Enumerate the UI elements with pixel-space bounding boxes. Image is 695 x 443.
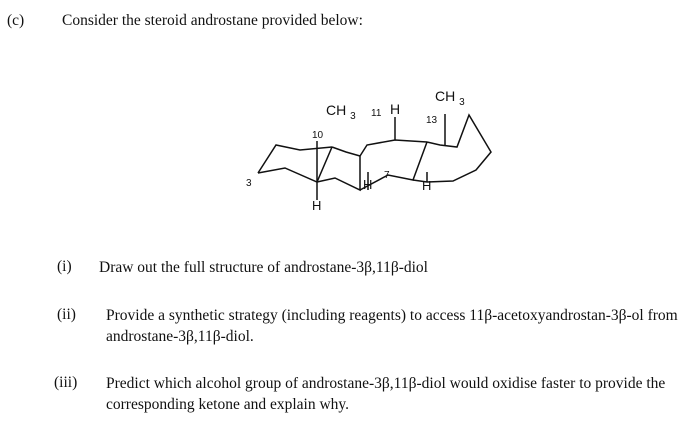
ch3-top-right-label: CH $_3$ [435,88,465,108]
ring-skeleton [258,114,491,200]
h-c5-label: H [312,198,322,213]
num-7-label: 7 [384,170,390,181]
ring-b-bottom-bonds [317,156,360,190]
intro-text: Consider the steroid androstane provided below: [62,12,363,29]
question-2-text: Provide a synthetic strategy (including reagents) to access 11β-acetoxyandrostan-3β-ol from androstane-3β,11β-diol. [106,307,678,345]
num-11-label: 11 [371,108,382,119]
question-3-text: Predict which alcohol group of androstane-3β,11β-diol would oxidise faster to provide the corresponding ketone and explain why. [106,375,666,413]
num-13-label: 13 [426,115,438,126]
h-11-label: H [390,101,401,117]
num-10-label: 10 [312,130,324,141]
h-c8-label: H [363,177,373,192]
ring-a-top-bonds [258,145,332,173]
question-1-label: (i) [57,258,72,275]
ring-a-bottom-bonds [258,147,332,182]
part-label: (c) [7,12,25,29]
question-2-label: (ii) [57,306,76,323]
h-c14-label: H [422,178,432,193]
ring-b-top-bonds [332,147,360,156]
num-3-label: 3 [246,178,252,189]
question-3-label: (iii) [54,374,78,391]
ring-c-top-bonds [360,140,427,156]
ch3-c10-label: CH $_3$ [326,102,356,122]
question-1-text: Draw out the full structure of androstane-3β,11β-diol [99,259,428,276]
